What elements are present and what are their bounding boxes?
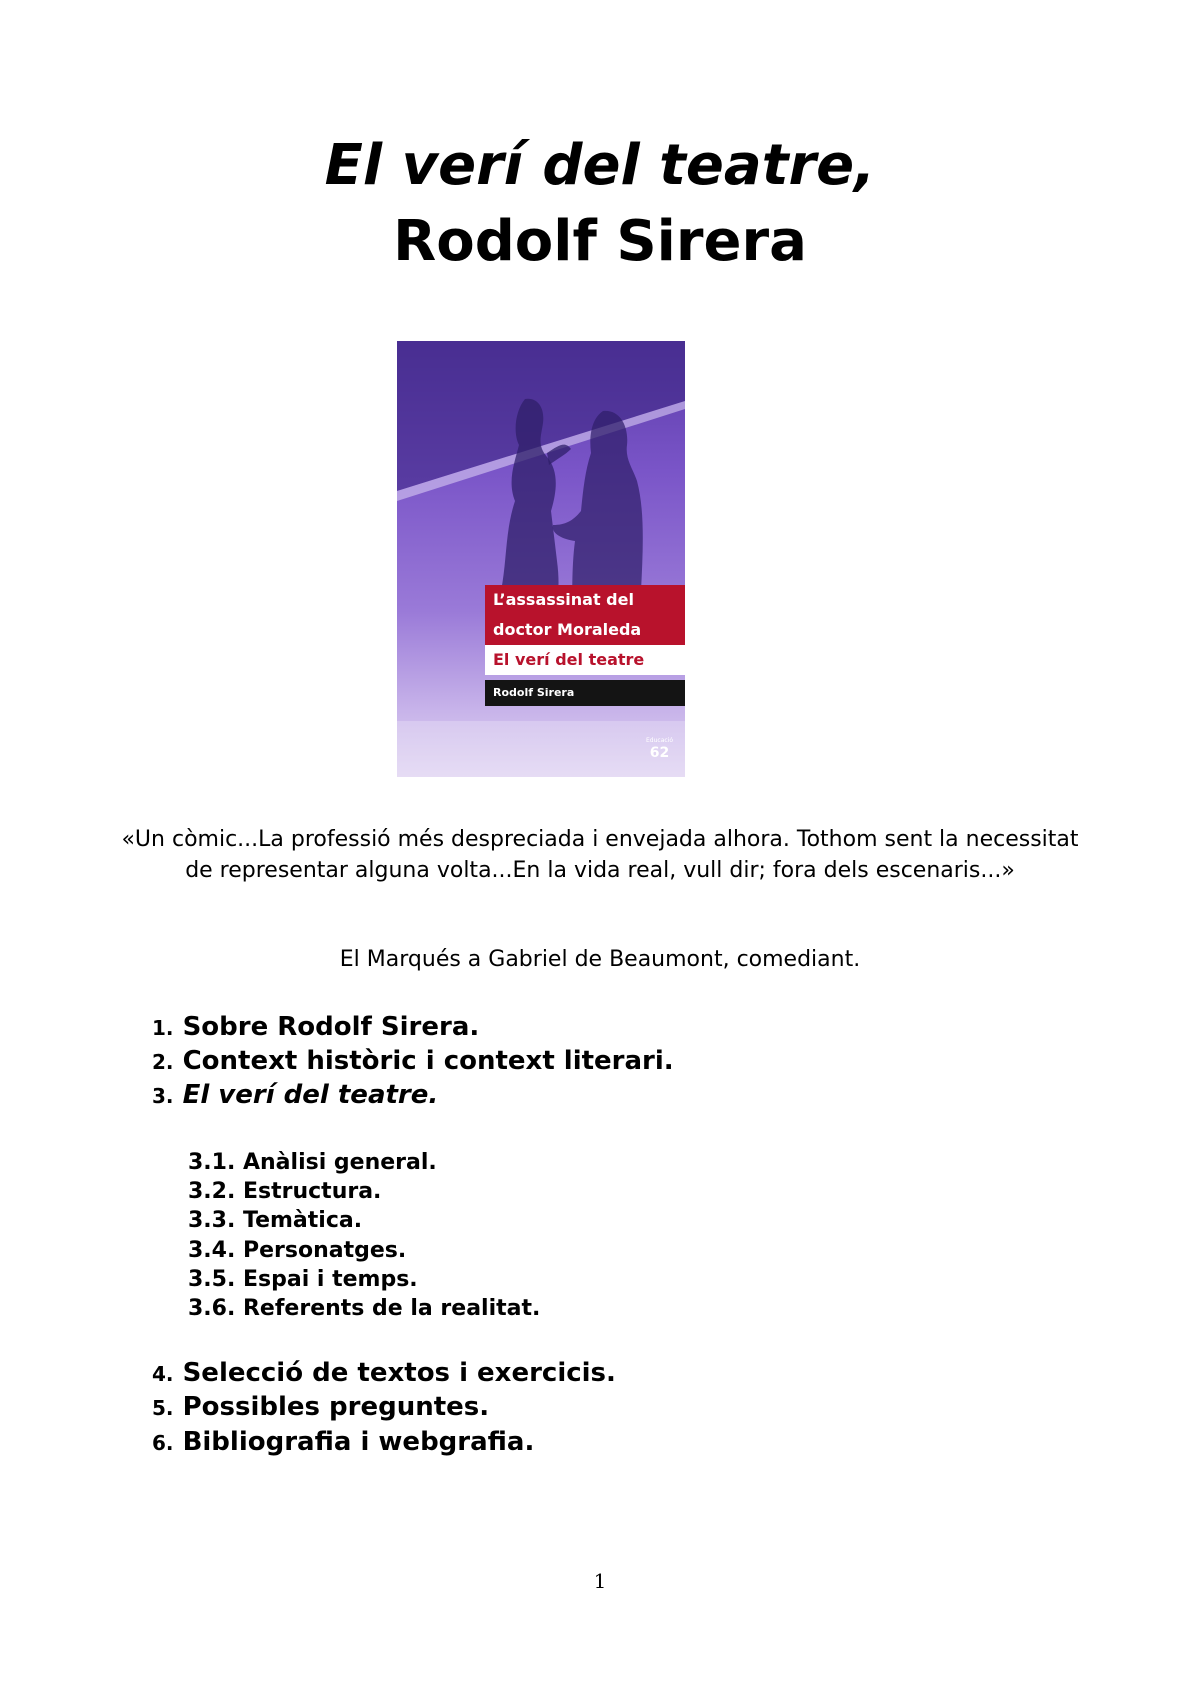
toc-item-number: 2. [152,1050,174,1074]
toc-item-2 [152,1044,674,1079]
toc-item-6 [152,1425,534,1460]
toc-item-label: Selecció de textos i exercicis. [182,1358,616,1388]
cover-title-band-3: El verí del teatre [485,645,685,675]
document-title [0,128,1200,280]
toc-item-4 [152,1356,616,1391]
page-number: 1 [593,1569,607,1593]
toc-item-label: Bibliografia i webgrafia. [182,1427,535,1457]
cover-title-band-2: doctor Moraleda [485,615,685,645]
toc-subitem-3-4: 3.4. Personatges. [188,1238,407,1263]
cover-illustration [397,341,685,777]
toc-item-label: Possibles preguntes. [182,1392,490,1422]
book-cover-image [397,341,685,777]
toc-item-5 [152,1390,489,1425]
cover-author-band: Rodolf Sirera [485,680,685,706]
toc-item-number: 5. [152,1396,174,1420]
cover-title-band-1: L’assassinat del [485,585,685,615]
toc-item-1 [152,1010,479,1045]
toc-subitem-3-2: 3.2. Estructura. [188,1179,382,1204]
toc-item-3 [152,1078,438,1113]
epigraph-quote: «Un còmic...La professió més despreciada i envejada alhora. Tothom sent la necessitat de representar alguna volta...En la vida real, vull dir; fora dels escenaris...» [121,827,1079,883]
toc-item-label: Context històric i context literari. [182,1046,674,1076]
toc-subitem-3-5: 3.5. Espai i temps. [188,1267,418,1292]
toc-item-label: Sobre Rodolf Sirera. [182,1012,480,1042]
title-author: Rodolf Sirera [393,209,807,274]
publisher-logo-number: 62 [649,745,670,761]
publisher-logo [646,737,673,761]
epigraph-attribution: El Marqués a Gabriel de Beaumont, comediant. [339,947,861,972]
publisher-logo-small: Educació [646,737,674,744]
toc-item-number: 4. [152,1362,174,1386]
toc-subitem-3-6: 3.6. Referents de la realitat. [188,1296,541,1321]
toc-subitem-3-1: 3.1. Anàlisi general. [188,1150,437,1175]
toc-item-label: El verí del teatre. [182,1080,439,1110]
toc-item-number: 6. [152,1431,174,1455]
title-work: El verí del teatre, [324,133,876,198]
toc-item-number: 3. [152,1084,174,1108]
toc-subitem-3-3: 3.3. Temàtica. [188,1208,363,1233]
toc-item-number: 1. [152,1016,174,1040]
